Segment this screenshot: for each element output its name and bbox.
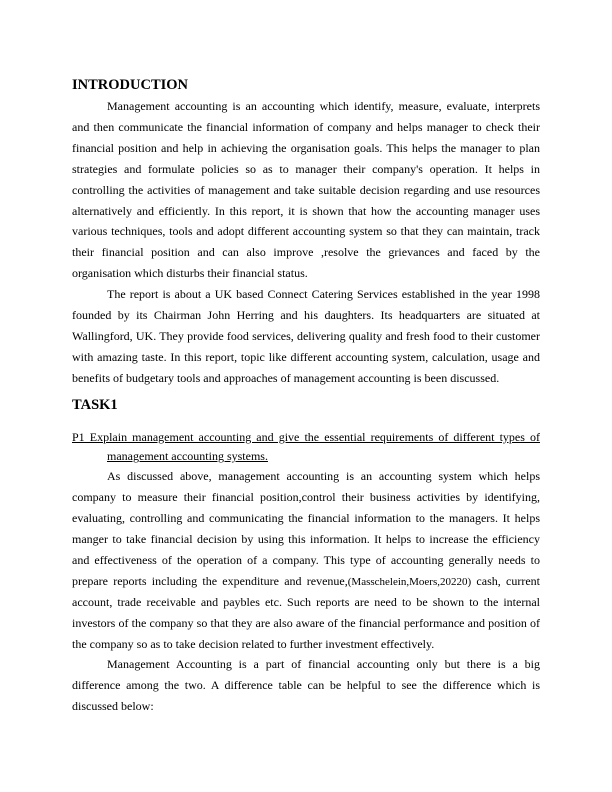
task1-paragraph-1	[72, 466, 540, 655]
task1-paragraph-1-text-start: As discussed above, management accounting is an accounting system which helps company to measure their financial position,control their business activities by identifying, evaluating, controlling and communicating the financial information to the managers. It helps manger to take financial decision by using this information. It helps to increase the efficiency and effectiveness of the operation of a company. This type of accounting generally needs to prepare reports including the expenditure and revenue,	[72, 469, 540, 588]
task1-paragraph-1-text-end: cash, current account, trade receivable and paybles etc. Such reports are need to be shown to the internal investors of the company so that they are also aware of the financial performance and position of the company so as to take decision related to further investment effectively.	[72, 573, 540, 652]
task1-subheading: P1 Explain management accounting and give the essential requirements of different types of management accounting systems.	[72, 430, 540, 463]
task1-paragraph-2: Management Accounting is a part of financial accounting only but there is a big difference among the two. A difference table can be helpful to see the difference which is discussed below:	[72, 657, 540, 713]
introduction-paragraph-2: The report is about a UK based Connect Catering Services established in the year 1998 founded by its Chairman John Herring and his daughters. Its headquarters are situated at Wallingford, UK. They provide food services, delivering quality and fresh food to their customer with amazing taste. In this report, topic like different accounting system, calculation, usage and benefits of budgetary tools and approaches of management accounting is been discussed.	[72, 287, 540, 385]
introduction-heading: INTRODUCTION	[72, 77, 189, 93]
citation: (Masschelein,Moers,20220)	[347, 575, 472, 588]
introduction-paragraph-1: Management accounting is an accounting which identify, measure, evaluate, interprets and then communicate the financial information of company and helps manager to check their financial position and help in achieving the organisation goals. This helps the manager to plan strategies and formulate policies so as to manager their company's operation. It helps in controlling the activities of management and take suitable decision regarding and use resources alternatively and efficiently. In this report, it is shown that how the accounting manager uses various techniques, tools and adopt different accounting system so that they can maintain, track their financial position and can also improve ,resolve the grievances and faced by the organisation which disturbs their financial status.	[72, 99, 540, 281]
task1-heading: TASK1	[72, 397, 118, 413]
